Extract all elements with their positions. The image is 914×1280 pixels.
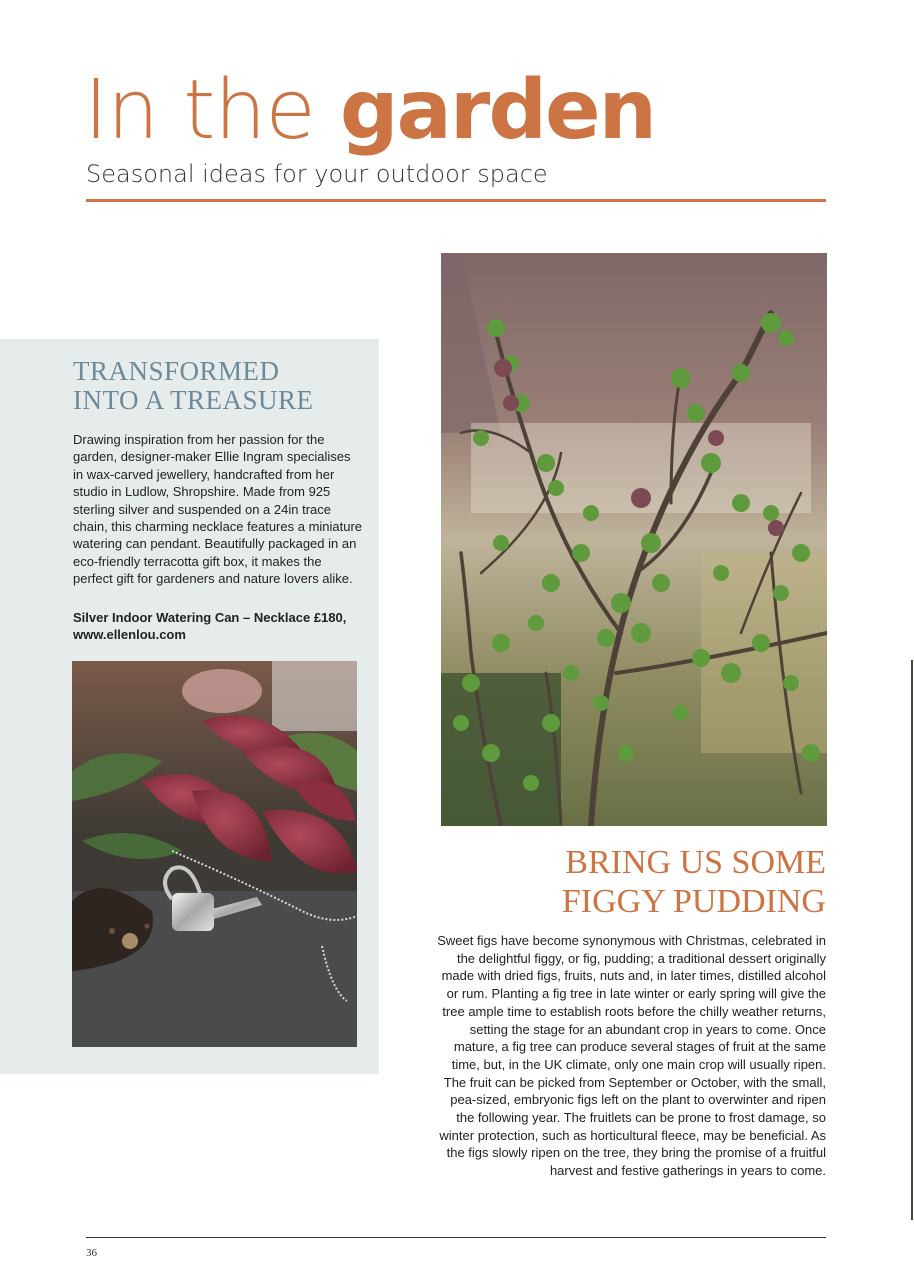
- page-number: 36: [86, 1247, 97, 1259]
- treasure-body: Drawing inspiration from her passion for the garden, designer-maker Ellie Ingram specialises in wax-carved jewellery, handcrafted from her studio in Ludlow, Shropshire. Made from 925 sterling silver and suspended on a 24in trace chain, this charming necklace features a miniature watering can pendant. Beautifully packaged in an eco-friendly terracotta gift box, it makes the perfect gift for gardeners and nature lovers alike.: [73, 432, 363, 587]
- page-subtitle: Seasonal ideas for your outdoor space: [86, 160, 548, 188]
- figgy-body: Sweet figs have become synonymous with Christmas, celebrated in the delightful figgy, or fig, pudding; a traditional dessert originally made with dried figs, fruits, nuts and, in later times, distilled alcohol or rum. Planting a fig tree in late winter or early spring will give the tree ample time to establish roots before the chilly weather returns, setting the stage for an abundant crop in years to come. Once mature, a fig tree can produce several stages of fruit at the same time, but, in the UK climate, only one main crop will usually ripen. The fruit can be picked from September or October, with the small, pea-sized, embryonic figs left on the plant to overwinter and ripen the following year. The fruitlets can be prone to frost damage, so winter protection, such as horticultural fleece, may be beneficial. As the figs slowly ripen on the tree, they bring the promise of a fruitful harvest and festive gatherings in years to come.: [437, 933, 826, 1179]
- fig-tree-photo: [441, 253, 827, 826]
- figgy-heading-line2: FIGGY PUDDING: [561, 883, 826, 920]
- figgy-heading-line1: BRING US SOME: [565, 844, 826, 881]
- page-title-bold: garden: [339, 63, 656, 158]
- page-edge-line: [911, 660, 913, 1220]
- treasure-credit-link[interactable]: www.ellenlou.com: [73, 627, 186, 643]
- treasure-heading-line2: INTO A TREASURE: [73, 385, 314, 415]
- page-title-light: In the: [84, 63, 340, 158]
- treasure-credit-product: Silver Indoor Watering Can – Necklace £180,: [73, 610, 347, 625]
- header-divider: [86, 199, 826, 202]
- treasure-heading-line1: TRANSFORMED: [73, 356, 280, 386]
- treasure-credit: [73, 609, 363, 644]
- footer-divider: [86, 1237, 826, 1238]
- treasure-heading: [73, 357, 314, 415]
- necklace-photo: [72, 661, 357, 1047]
- page-title: [84, 63, 656, 158]
- figgy-heading: [562, 843, 826, 921]
